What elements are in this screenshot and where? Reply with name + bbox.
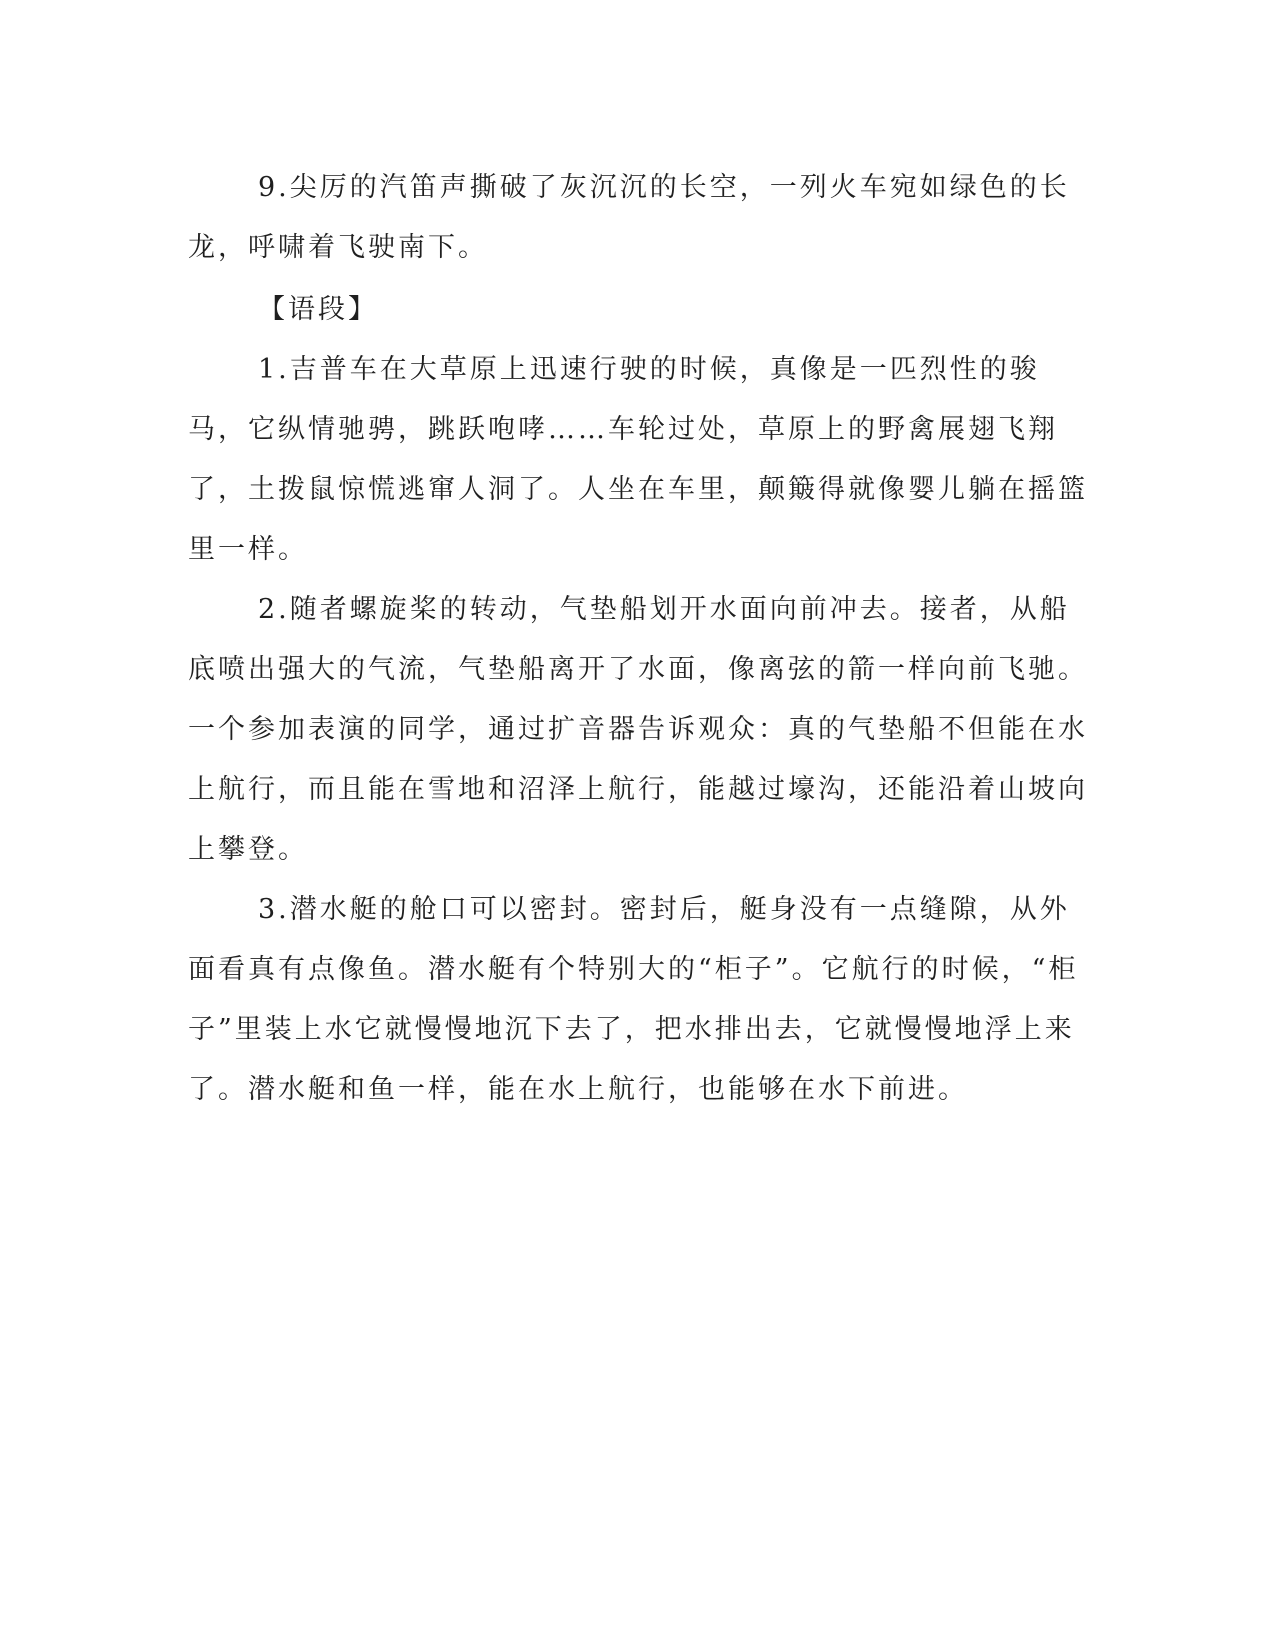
- paragraph-submarine: 3.潜水艇的舱口可以密封。密封后，艇身没有一点缝隙，从外面看真有点像鱼。潜水艇有个特别大的“柜子”。它航行的时候，“柜子”里装上水它就慢慢地沉下去了，把水排出去，它就慢慢地浮上来了。潜水艇和鱼一样，能在水上航行，也能够在水下前进。: [188, 894, 1079, 1105]
- paragraph-jeep: 1.吉普车在大草原上迅速行驶的时候，真像是一匹烈性的骏马，它纵情驰骋，跳跃咆哮……车轮过处，草原上的野禽展翅飞翔了，土拨鼠惊慌逃窜人洞了。人坐在车里，颠簸得就像婴儿躺在摇篮里一样。: [188, 354, 1088, 565]
- paragraph-item-9: 9.尖厉的汽笛声撕破了灰沉沉的长空，一列火车宛如绿色的长龙，呼啸着飞驶南下。: [188, 172, 1070, 263]
- paragraph-hovercraft: 2.随者螺旋桨的转动，气垫船划开水面向前冲去。接者，从船底喷出强大的气流，气垫船离开了水面，像离弦的箭一样向前飞驰。一个参加表演的同学，通过扩音器告诉观众：真的气垫船不但能在水上航行，而且能在雪地和沼泽上航行，能越过壕沟，还能沿着山坡向上攀登。: [188, 594, 1088, 865]
- section-heading-yuduan: 【语段】: [258, 294, 378, 325]
